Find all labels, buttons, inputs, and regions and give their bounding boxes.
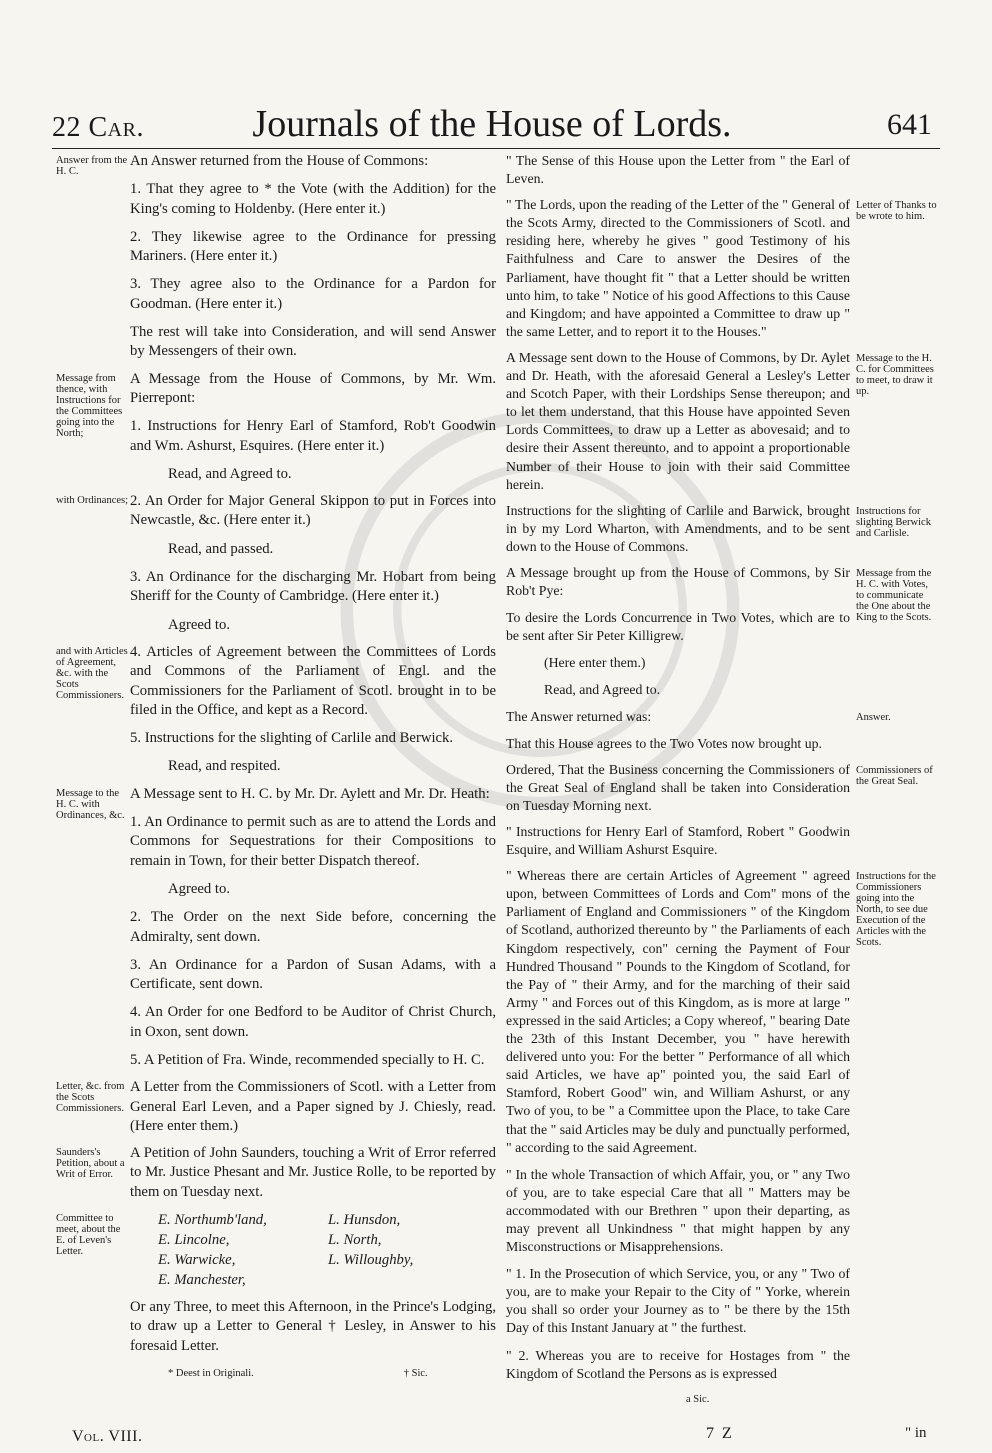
journal-entry xyxy=(56,492,496,635)
entry-paragraph: That this House agrees to the Two Votes now brought up. xyxy=(506,735,822,751)
entry-paragraph: Read, and Agreed to. xyxy=(168,465,292,482)
entry-paragraph: A Message from the House of Commons, by Mr. Wm. Pierrepont: xyxy=(130,370,496,406)
entry-paragraph: 3. They agree also to the Ordinance for a Pardon for Goodman. (Here enter it.) xyxy=(130,276,496,312)
entry-body xyxy=(506,349,850,494)
entry-body xyxy=(130,152,496,362)
entry-paragraph: Agreed to. xyxy=(168,880,230,897)
entry-paragraph: " 1. In the Prosecution of which Service, you, or any " Two of you, are to make your Repair to the City of " Yorke, wherein you shall so order your Journey as to " be there by the 15th Day of this Instant January at " the furthest. xyxy=(506,1266,850,1336)
journal-entry xyxy=(506,823,938,859)
entry-paragraph: (Here enter them.) xyxy=(544,655,646,671)
header-rule xyxy=(52,148,940,149)
margin-note: Message from thence, with Instructions for the Committees going into the North; xyxy=(56,372,123,439)
committee-member: E. Warwicke, xyxy=(158,1252,236,1269)
entry-paragraph: 5. A Petition of Fra. Winde, recommended specially to H. C. xyxy=(130,1051,485,1068)
committee-names xyxy=(158,1210,496,1290)
margin-note: Message to the H. C. with Ordinances, &c. xyxy=(56,787,125,821)
entry-paragraph: A Petition of John Saunders, touching a Writ of Error referred to Mr. Justice Phesant and Mr. Justice Rolle, to be reported by them on Tuesday next. xyxy=(130,1145,496,1200)
entry-paragraph: A Letter from the Commissioners of Scotl. with a Letter from General Earl Leven, and a Paper signed by J. Chiesly, read. (Here enter them.) xyxy=(130,1079,496,1134)
entry-paragraph: To desire the Lords Concurrence in Two Votes, which are to be sent after Sir Peter Killigrew. xyxy=(506,610,850,644)
margin-note: and with Articles of Agreement, &c. with the Scots Commissioners. xyxy=(56,645,128,701)
entry-body xyxy=(506,152,850,188)
entry-paragraph: A Message sent to H. C. by Mr. Dr. Aylett and Mr. Dr. Heath: xyxy=(130,785,490,802)
entry-paragraph: 2. The Order on the next Side before, concerning the Admiralty, sent down. xyxy=(130,909,496,945)
journal-entry xyxy=(506,152,938,188)
catchword: " in xyxy=(905,1425,927,1441)
left-column xyxy=(56,152,496,1383)
entry-body xyxy=(506,564,850,700)
journal-entry xyxy=(56,152,496,362)
entry-body xyxy=(130,370,496,484)
entry-body xyxy=(130,1078,496,1136)
entry-paragraph: " In the whole Transaction of which Affair, you, or " any Two of you, are to take especial Care that all " Matters may be accommodated with our Brethren " upon their departing, as may prevent all Unkindness " that might happen by any Misconstructions or Misapprehensions. xyxy=(506,1166,850,1255)
journal-entry xyxy=(506,196,938,341)
committee-member: L. North, xyxy=(328,1232,382,1249)
entry-paragraph: 4. Articles of Agreement between the Committees of Lords and Commons of the Parliament of Engl. and the Commissioners for the Parliament of Scotl. brought in to be filed in the Office, and kept as a Record. xyxy=(130,643,496,718)
committee-entry xyxy=(56,1210,496,1356)
margin-note: Letter of Thanks to be wrote to him. xyxy=(856,200,937,223)
page-header xyxy=(52,102,932,152)
entry-paragraph: 1. An Ordinance to permit such as are to attend the Lords and Commons for Sequestrations for their Compositions to remain in Town, for their better Dispatch thereof. xyxy=(130,814,496,869)
regnal-year: 22 Car. xyxy=(52,112,144,143)
volume-label: Vol. VIII. xyxy=(72,1428,143,1445)
margin-note: Message from the H. C. with Votes, to communicate the One about the King to the Scots. xyxy=(856,567,932,623)
entry-paragraph: 1. That they agree to * the Vote (with the Addition) for the King's coming to Holdenby. (Here enter it.) xyxy=(130,181,496,217)
entry-body xyxy=(506,823,850,859)
entry-paragraph: A Message sent down to the House of Commons, by Dr. Aylet and Dr. Heath, with the aforesaid General a Lesley's Letter and Scotch Paper, with their Lordships Sense thereupon; and to let them understand, that this House have appointed Seven Lords Committees, to draw up a Letter as abovesaid; and to desire their Assent thereunto, and to appoint a proportionable Number of their House to join with their said Committee herein. xyxy=(506,349,850,492)
entry-paragraph: The Answer returned was: xyxy=(506,708,652,724)
margin-note: Instructions for slighting Berwick and Carlisle. xyxy=(856,505,931,539)
margin-note: Commissioners of the Great Seal. xyxy=(856,764,933,787)
entry-body xyxy=(506,867,850,1383)
committee-member: L. Willoughby, xyxy=(328,1252,414,1269)
entry-paragraph: Instructions for the slighting of Carlile and Barwick, brought in by my Lord Wharton, with Amendments, and to be sent down to the House of Commons. xyxy=(506,502,850,554)
entry-paragraph: " The Sense of this House upon the Letter from " the Earl of Leven. xyxy=(506,153,850,187)
journal-entry xyxy=(506,867,938,1383)
entry-paragraph: 3. An Ordinance for a Pardon of Susan Adams, with a Certificate, sent down. xyxy=(130,956,496,993)
committee-body xyxy=(130,1210,496,1356)
committee-member: E. Northumb'land, xyxy=(158,1212,267,1229)
entry-paragraph: Read, and Agreed to. xyxy=(544,682,661,698)
margin-note: with Ordinances; xyxy=(56,495,129,507)
footnotes xyxy=(168,1364,496,1383)
committee-member: E. Lincolne, xyxy=(158,1232,230,1249)
journal-entry xyxy=(506,349,938,494)
entry-body xyxy=(130,643,496,777)
journal-entry xyxy=(506,708,938,753)
entry-paragraph: " The Lords, upon the reading of the Letter of the " General of the Scots Army, directed to the Commissioners of Scotl. and residing here, whereby he gives " good Testimony of his Faithfulness and Care to answer the Desires of the Parliament, have thought fit " that a Letter should be written unto him, to take " Notice of his good Affections to this Cause and Kingdom; and have appointed a Committee to draw up " the same Letter, and to report it to the Houses." xyxy=(506,197,850,339)
entry-body xyxy=(506,196,850,341)
entry-paragraph: 3. An Ordinance for the discharging Mr. Hobart from being Sheriff for the County of Cambridge. (Here enter it.) xyxy=(130,569,496,605)
entry-paragraph: 5. Instructions for the slighting of Carlile and Berwick. xyxy=(130,730,454,747)
journal-entry xyxy=(506,502,938,556)
entry-paragraph: The rest will take into Consideration, and will send Answer by Messengers of their own. xyxy=(130,324,496,360)
entry-paragraph: A Message brought up from the House of Commons, by Sir Rob't Pye: xyxy=(506,564,850,599)
entry-body xyxy=(130,1144,496,1202)
entry-paragraph: 1. Instructions for Henry Earl of Stamford, Rob't Goodwin and Wm. Ashurst, Esquires. (Here enter it.) xyxy=(130,418,496,454)
entry-body xyxy=(506,761,850,815)
entry-paragraph: " 2. Whereas you are to receive for Hostages from " the Kingdom of Scotland the Persons as is expressed xyxy=(506,1347,850,1381)
entry-paragraph: " Instructions for Henry Earl of Stamford, Robert " Goodwin Esquire, and William Ashurst Esquire. xyxy=(506,824,850,858)
entry-body xyxy=(506,502,850,556)
footnote-deest: * Deest in Originali. xyxy=(168,1367,254,1379)
margin-note: Letter, &c. from the Scots Commissioners. xyxy=(56,1081,125,1115)
committee-member xyxy=(328,1270,478,1290)
entry-body xyxy=(130,785,496,1071)
signature-mark: 7 Z xyxy=(706,1425,734,1442)
margin-note: Message to the H. C. for Committees to meet, to draw it up. xyxy=(856,352,934,397)
entry-body xyxy=(506,708,850,753)
margin-note xyxy=(850,152,938,188)
entry-paragraph: Ordered, That the Business concerning the Commissioners of the Great Seal of England shall be taken into Consideration on Tuesday Morning next. xyxy=(506,761,850,813)
entry-paragraph: 2. An Order for Major General Skippon to put in Forces into Newcastle, &c. (Here enter it.) xyxy=(130,493,496,529)
margin-note: Answer. xyxy=(856,711,891,723)
footnote-sic: † Sic. xyxy=(403,1367,428,1379)
entry-paragraph: 4. An Order for one Bedford to be Auditor of Christ Church, in Oxon, sent down. xyxy=(130,1004,496,1040)
committee-member: L. Hunsdon, xyxy=(328,1212,401,1229)
journal-entry xyxy=(56,643,496,777)
entry-body xyxy=(130,492,496,635)
journal-title: Journals of the House of Lords. xyxy=(252,103,732,145)
journal-entry xyxy=(56,1144,496,1202)
journal-entry xyxy=(506,761,938,815)
margin-note xyxy=(850,823,938,859)
right-column xyxy=(506,152,938,1409)
entry-paragraph: An Answer returned from the House of Commons: xyxy=(130,153,429,169)
committee-text: Or any Three, to meet this Afternoon, in the Prince's Lodging, to draw up a Letter to General † Lesley, in Answer to his foresaid Letter. xyxy=(130,1299,496,1354)
page-number: 641 xyxy=(887,108,932,141)
margin-note: Answer from the H. C. xyxy=(56,155,128,177)
entry-paragraph: " Whereas there are certain Articles of Agreement " agreed upon, between Committees of Lords and Com" mons of the Parliament of England and Commissioners " of the Kingdom of Scotland, authorized thereunto by " the Parliaments of each Kingdom respectively, con" cerning the Payment of Four Hundred Thousand " Pounds to the Kingdom of Scotland, for the Pay of " their Army, and for the marching of their said Army " and Forces out of this Kingdom, as is more at large " expressed in the said Articles; a Copy whereof, " bearing Date the 23th of this Instant December, you " have herewith delivered unto you: For the better " Performance of all which said Articles, we have ap" pointed you, the said Earl of Stamford, Robert Good" win, and William Ashurst, or any Two of you, to be " a Committee upon the Place, to take Care that the " said Articles may be duly and punctually performed, " according to the said Agreement. xyxy=(506,868,850,1155)
journal-entry xyxy=(56,1078,496,1136)
entry-paragraph: 2. They likewise agree to the Ordinance for pressing Mariners. (Here enter it.) xyxy=(130,228,496,265)
right-footnote: a Sic. xyxy=(686,1393,710,1405)
journal-entry xyxy=(506,564,938,700)
committee-member: E. Manchester, xyxy=(158,1272,246,1289)
entry-paragraph: Read, and passed. xyxy=(168,540,274,557)
entry-paragraph: Read, and respited. xyxy=(168,758,281,775)
margin-note: Committee to meet, about the E. of Leven's Letter. xyxy=(56,1213,121,1258)
margin-note: Instructions for the Commissioners going into the North, to see due Execution of the Articles with the Scots. xyxy=(856,871,936,949)
margin-note: Saunders's Petition, about a Writ of Error. xyxy=(56,1147,125,1181)
journal-entry xyxy=(56,785,496,1071)
entry-paragraph: Agreed to. xyxy=(168,616,230,633)
journal-entry xyxy=(56,370,496,484)
